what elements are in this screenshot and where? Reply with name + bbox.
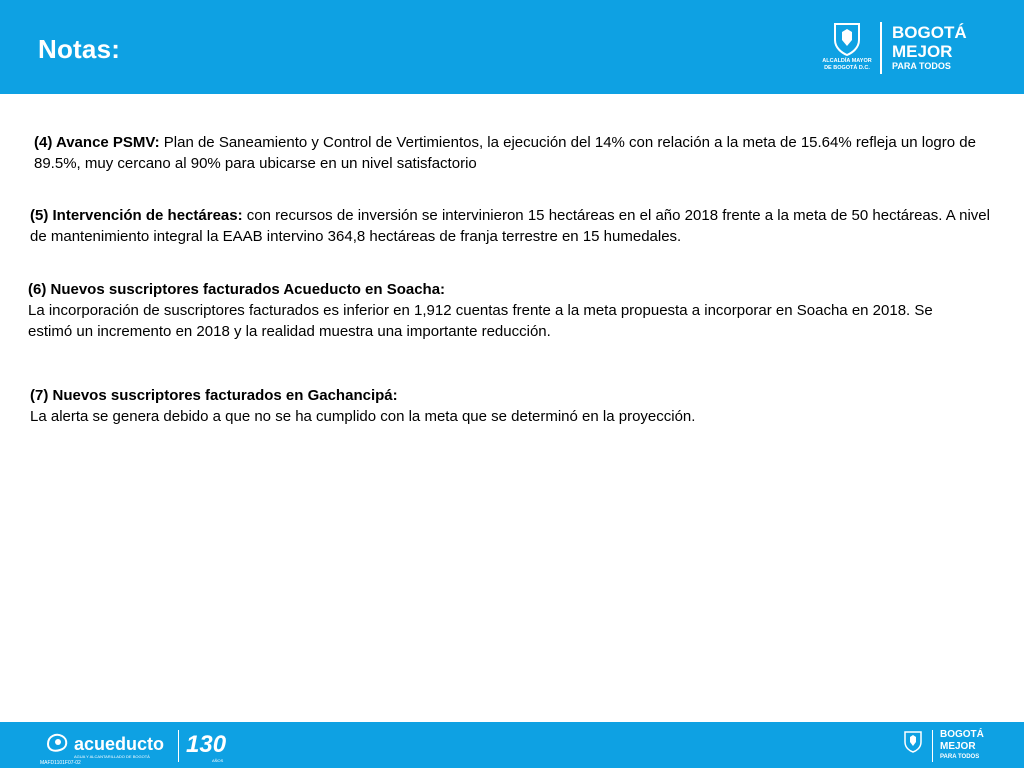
footer-divider [178, 730, 179, 762]
bogota-logo-line1: BOGOTÁ [892, 23, 967, 42]
note-5 [30, 205, 990, 247]
footer-bogota-line2: MEJOR [940, 741, 976, 752]
bogota-logo-line3: PARA TODOS [892, 61, 951, 71]
note-7-text: La alerta se genera debido a que no se ha cumplido con la meta que se determinó en la proyección. [30, 408, 696, 425]
footer-brand: acueducto [74, 734, 165, 754]
note-4-label: (4) Avance PSMV: [34, 134, 160, 151]
page-title: Notas: [38, 34, 121, 64]
note-4 [34, 132, 989, 174]
footer-bogota-line1: BOGOTÁ [940, 729, 984, 740]
anniversary-sub: AÑOS [212, 758, 224, 763]
note-4-text: Plan de Saneamiento y Control de Vertimientos, la ejecución del 14% con relación a la meta de 15.64% refleja un logro de 89.5%, muy cercano al 90% para ubicarse en un nivel satisfactorio [34, 134, 976, 172]
doc-code: MAFD1101F07-02 [40, 760, 81, 766]
note-5-label: (5) Intervención de hectáreas: [30, 207, 243, 224]
note-7 [30, 385, 970, 427]
footer-brand-tagline: AGUA Y ALCANTARILLADO DE BOGOTÁ [74, 754, 150, 759]
footer-bogota-line3: PARA TODOS [940, 754, 980, 760]
acueducto-logo-icon [44, 730, 72, 754]
footer-logo-divider [932, 730, 933, 762]
header-band [0, 0, 1024, 94]
bogota-logo-line2: MEJOR [892, 42, 953, 61]
anniversary-number: 130 [186, 731, 227, 758]
note-5-text: con recursos de inversión se intervinieron 15 hectáreas en el año 2018 frente a la meta de 50 hectáreas. A nivel de mantenimiento integral la EAAB intervino 364,8 hectáreas de franja terrestre en 15 humedales. [30, 207, 990, 245]
note-6 [28, 279, 968, 342]
header-logo-divider [880, 22, 882, 74]
note-6-label: (6) Nuevos suscriptores facturados Acueducto en Soacha: [28, 281, 446, 298]
alcaldia-label-2: DE BOGOTÁ D.C. [824, 65, 870, 71]
note-7-label: (7) Nuevos suscriptores facturados en Gachancipá: [30, 387, 398, 404]
alcaldia-label-1: ALCALDÍA MAYOR [822, 58, 872, 64]
note-6-text: La incorporación de suscriptores facturados es inferior en 1,912 cuentas frente a la meta propuesta a incorporar en Soacha en 2018. Se estimó un incremento en 2018 y la realidad muestra una importante reducción. [28, 302, 933, 340]
coat-of-arms-icon [832, 22, 862, 56]
footer-coat-of-arms-icon [903, 730, 923, 754]
